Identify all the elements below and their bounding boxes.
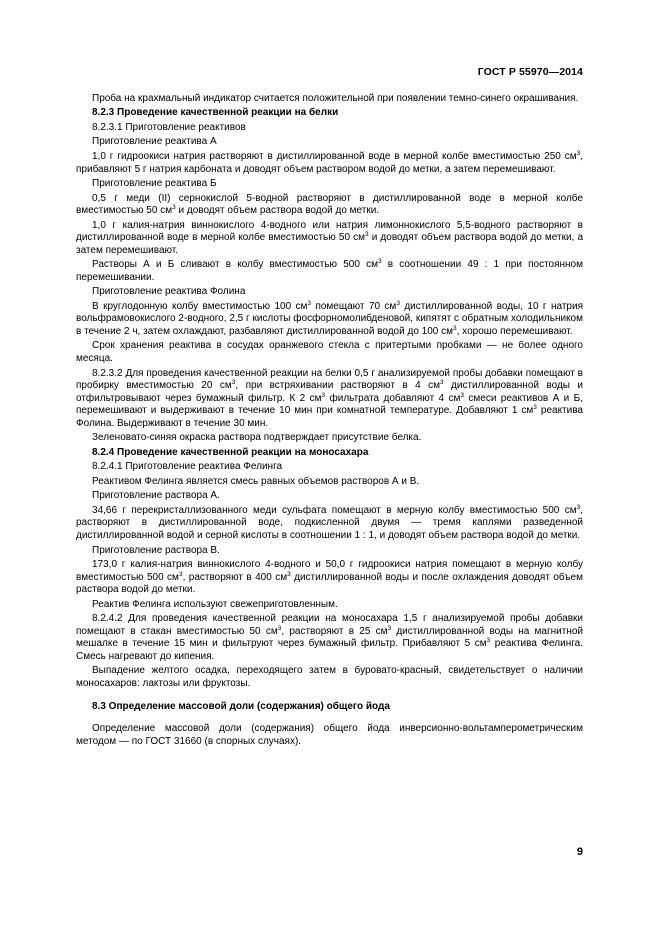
- prep-solution-a: Приготовление раствора А.: [92, 490, 220, 502]
- subsection-8-2-4-1: 8.2.4.1 Приготовление реактива Фелинга: [92, 461, 283, 473]
- storage-text: Срок хранения реактива в сосудах оранжевого стекла с притертыми пробками — не более одного месяца.: [76, 340, 583, 365]
- subsection-8-2-4-2: 8.2.4.2 Для проведения качественной реакции на моносахара 1,5 г анализируемой пробы добавки помещают в стакан вместимостью 50 $см^3$, растворяют в 25 $см^3$ дистиллированной воды на магнитной мешалке в течение 15 мин и фильтруют через бумажный фильтр. Прибавляют 5 $см^3$ реактива Фелинга. Смесь нагревают до кипения.: [76, 613, 583, 662]
- monosaccharide-confirmation: Выпадение желтого осадка, переходящего затем в буровато-красный, свидетельствует о наличии моносахаров: лактозы или фруктозы.: [76, 665, 583, 690]
- section-8-3-heading: 8.3 Определение массовой доли (содержания) общего йода: [92, 700, 390, 712]
- page-number: 9: [576, 846, 583, 858]
- prep-folin: Приготовление реактива Фолина: [92, 286, 246, 298]
- solution-b-text: 173,0 г калия-натрия виннокислого 4-водного и 50,0 г гидроокиси натрия помещают в мерную колбу вместимостью 500 $см^3$, растворяют в 400 $см^3$ дистиллированной воды и после охлаждения доводят объем раствора водой до метки.: [76, 559, 583, 596]
- fehling-definition: Реактивом Фелинга является смесь равных объемов растворов А и В.: [92, 475, 420, 487]
- solution-a-text: 34,66 г перекристаллизованного меди сульфата помещают в мерную колбу вместимостью 500 $см^3$, растворяют в дистиллированной воде, подкисленной двумя — тремя каплями разведенной дистиллированной водой и серной кислоты в соотношении 1 : 1, и доводят объем раствора водой до метки.: [76, 503, 583, 542]
- folin-text: В круглодонную колбу вместимостью 100 $см^3$ помещают 70 $см^3$ дистиллированной воды, 10 г натрия вольфрамовокислого 2-водного, 2,5 г кислоты фосфорномолибденовой, кипятят с обратным холодильником в течение 2 ч, затем охлаждают, разбавляют дистиллированной водой до 100 $см^3$, хорошо перемешивают.: [76, 299, 583, 337]
- reagent-a-text: 1,0 г гидроокиси натрия растворяют в дистиллированной воде в мерной колбе вместимостью 250 $см^3$, прибавляют 5 г натрия карбоната и доводят объем раствором водой до метки, а затем перемешивают.: [76, 149, 583, 175]
- standard-header: ГОСТ Р 55970—2014: [477, 66, 583, 78]
- document-body: [76, 93, 583, 750]
- protein-confirmation: Зеленовато-синяя окраска раствора подтверждает присутствие белка.: [92, 432, 422, 444]
- spacer: [76, 715, 583, 723]
- prep-reagent-b: Приготовление реактива Б: [92, 178, 217, 190]
- starch-indicator-text: Проба на крахмальный индикатор считается положительной при появлении темно-синего окрашивания.: [92, 93, 579, 104]
- prep-solution-b: Приготовление раствора В.: [92, 544, 220, 556]
- reagent-b-text-2: 1,0 г калия-натрия виннокислого 4-водного или натрия лимоннокислого 5,5-водного растворяют в дистиллированной воде в мерной колбе вместимостью 50 $см^3$ и доводят объем раствора водой до метки, а затем перемешивают.: [76, 219, 584, 256]
- prep-reagent-a: Приготовление реактива А: [92, 136, 217, 148]
- section-8-2-4-heading: 8.2.4 Проведение качественной реакции на моносахара: [92, 446, 369, 458]
- subsection-8-2-3-1: 8.2.3.1 Приготовление реактивов: [92, 121, 246, 133]
- fehling-fresh: Реактив Фелинга используют свежеприготовленным.: [92, 598, 338, 610]
- spacer: [76, 693, 583, 701]
- iodine-method-text: Определение массовой доли (содержания) общего йода инверсионно-вольтамперометрическим методом — по ГОСТ 31660 (в спорных случаях).: [76, 722, 583, 747]
- mix-ab-text: Растворы А и Б сливают в колбу вместимостью 500 $см^3$ в соотношении 49 : 1 при постоянном перемешивании.: [76, 258, 583, 283]
- subsection-8-2-3-2: 8.2.3.2 Для проведения качественной реакции на белки 0,5 г анализируемой пробы добавки помещают в пробирку вместимостью 20 $см^3$, при встряхивании растворяют в 4 $см^3$ дистиллированной воды и отфильтровывают через бумажный фильтр. К 2 $см^3$ фильтрата добавляют 4 $см^3$ смеси реактивов А и Б, перемешивают и выдерживают в течение 10 мин при комнатной температуре. Добавляют 1 $см^3$ реактива Фолина. Выдерживают в течение 30 мин.: [76, 367, 583, 429]
- reagent-b-text-1: 0,5 г меди (II) сернокислой 5-водной растворяют в дистиллированной воде в мерной колбе вместимостью 50 $см^3$ и доводят объем раствора водой до метки.: [76, 192, 583, 217]
- section-8-2-3-heading: 8.2.3 Проведение качественной реакции на белки: [92, 107, 339, 119]
- paragraph: [76, 93, 583, 106]
